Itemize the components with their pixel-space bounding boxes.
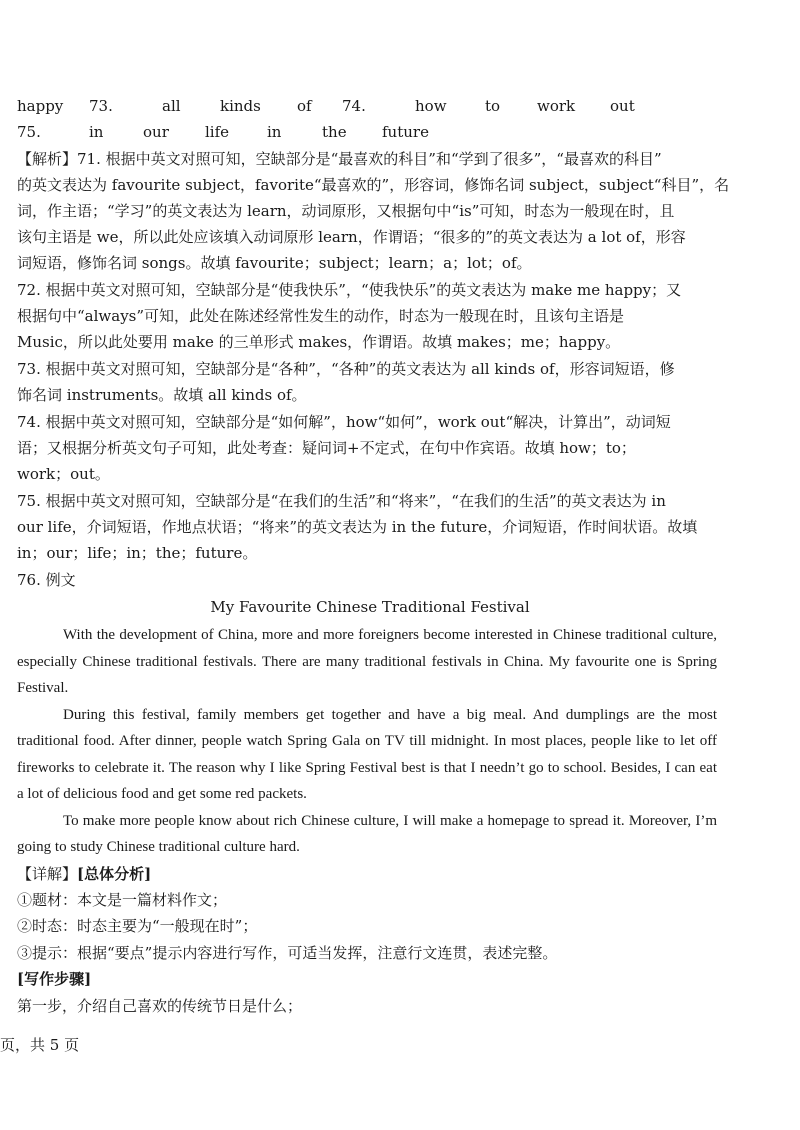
answer-word: to (485, 97, 501, 115)
answer-word: the (322, 123, 347, 141)
details-item: ②时态：时态主要为“一般现在时”； (17, 917, 258, 935)
analysis-line: Music，所以此处要用 make 的三单形式 makes，作谓语。故填 makes；me；happy。 (17, 333, 621, 351)
analysis-line: 的英文表达为 favourite subject，favorite“最喜欢的”，形容词，修饰名词 subject，subject“科目”，名 (17, 176, 730, 194)
writing-steps-heading: [写作步骤] (17, 970, 92, 988)
answer-word: kinds (220, 97, 261, 115)
answer-word: life (205, 123, 230, 141)
answer-word: of (297, 97, 312, 115)
analysis-line: 语；又根据分析英文句子可知，此处考查：疑问词+不定式，在句中作宾语。故填 how；to； (17, 439, 636, 457)
essay-title: My Favourite Chinese Traditional Festival (210, 598, 530, 616)
answer-number: 74. (342, 97, 366, 115)
analysis-line: 词，作主语；“学习”的英文表达为 learn，动词原形，又根据句中“is”可知，时态为一般现在时，且 (17, 202, 675, 220)
answer-word: work (537, 97, 576, 115)
details-label: 【详解】 (17, 865, 78, 883)
analysis-line: work；out。 (17, 465, 110, 483)
essay-paragraph: To make more people know about rich Chinese culture, I will make a homepage to spread it. Moreover, I’m going to study Chinese traditional culture hard. (17, 812, 717, 855)
answer-word: in (267, 123, 282, 141)
analysis-line: 词短语，修饰名词 songs。故填 favourite；subject；learn；a；lot；of。 (17, 254, 532, 272)
analysis-line: 76. 例文 (17, 571, 76, 589)
writing-step-1: 第一步，介绍自己喜欢的传统节日是什么； (17, 997, 303, 1015)
answer-word: our (143, 123, 169, 141)
details-item: ③提示：根据“要点”提示内容进行写作，可适当发挥，注意行文连贯，表述完整。 (17, 944, 558, 962)
analysis-line: 根据句中“always”可知，此处在陈述经常性发生的动作，时态为一般现在时，且该句主语是 (17, 307, 625, 325)
page-footer: 页，共 5 页 (0, 1036, 80, 1054)
overall-analysis-heading: [总体分析] (77, 865, 152, 883)
details-heading-line (17, 863, 730, 885)
answer-word: happy (17, 97, 64, 115)
analysis-line: 饰名词 instruments。故填 all kinds of。 (17, 386, 307, 404)
analysis-line: 74. 根据中英文对照可知，空缺部分是“如何解”，how“如何”，work out“解决，计算出”，动词短 (17, 413, 671, 431)
answer-number: 75. (17, 123, 41, 141)
essay-paragraph: During this festival, family members get together and have a big meal. And dumplings are the most traditional food. After dinner, people watch Spring Gala on TV till midnight. In most places, people like to let off fireworks to celebrate it. The reason why I like Spring Festival best is that I needn’t go to school. Besides, I can eat a lot of delicious food and get some red packets. (17, 706, 717, 802)
answer-word: out (610, 97, 635, 115)
essay-paragraph: With the development of China, more and more foreigners become interested in Chinese traditional culture, especially Chinese traditional festivals. There are many traditional festivals in China. My favourite one is Spring Festival. (17, 627, 717, 696)
essay-body (17, 622, 717, 861)
analysis-line: our life，介词短语，作地点状语；“将来”的英文表达为 in the future，介词短语，作时间状语。故填 (17, 518, 698, 536)
analysis-line: in；our；life；in；the；future。 (17, 544, 258, 562)
answer-word: future (382, 123, 429, 141)
analysis-line: 72. 根据中英文对照可知，空缺部分是“使我快乐”，“使我快乐”的英文表达为 make me happy；又 (17, 281, 682, 299)
answer-word: all (162, 97, 181, 115)
analysis-line: 【解析】71. 根据中英文对照可知，空缺部分是“最喜欢的科目”和“学到了很多”，“最喜欢的科目” (17, 150, 662, 168)
details-item: ①题材：本文是一篇材料作文； (17, 891, 228, 909)
analysis-line: 75. 根据中英文对照可知，空缺部分是“在我们的生活”和“将来”，“在我们的生活”的英文表达为 in (17, 492, 666, 510)
analysis-line: 该句主语是 we，所以此处应该填入动词原形 learn，作谓语；“很多的”的英文表达为 a lot of，形容 (17, 228, 686, 246)
answer-word: how (415, 97, 447, 115)
analysis-line: 73. 根据中英文对照可知，空缺部分是“各种”，“各种”的英文表达为 all kinds of，形容词短语，修 (17, 360, 675, 378)
answer-number: 73. (89, 97, 113, 115)
answer-word: in (89, 123, 104, 141)
